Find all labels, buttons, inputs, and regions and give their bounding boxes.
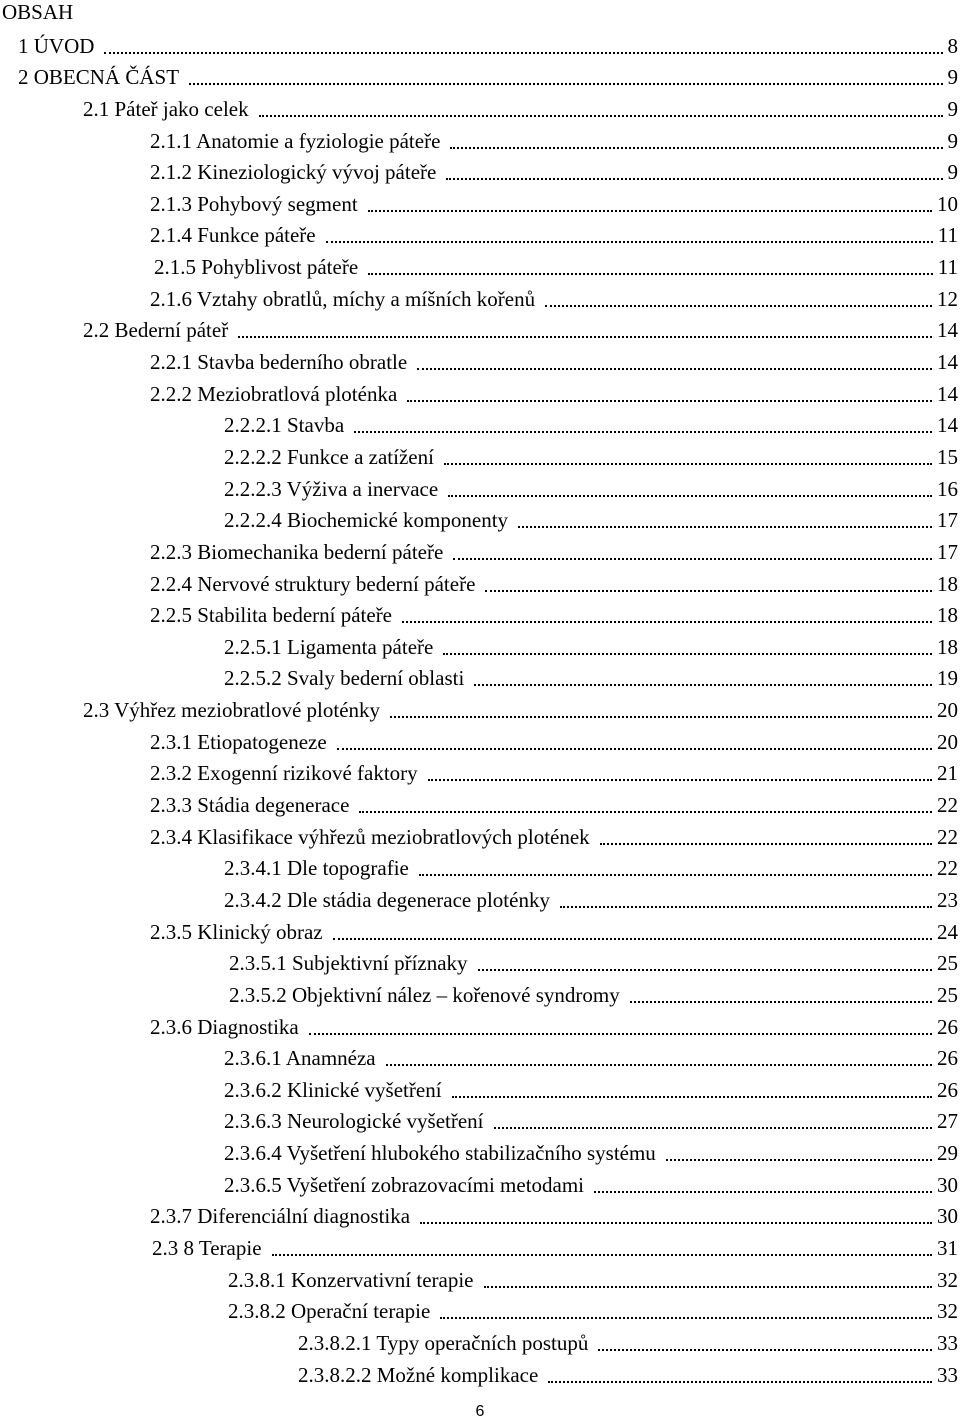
toc-entry-label: 2.3.6.2 Klinické vyšetření: [224, 1077, 442, 1102]
toc-entry-page: 17: [937, 539, 958, 564]
toc-entry[interactable]: [0, 1357, 960, 1389]
toc-entry-label: 2.3 Výhřez meziobratlové ploténky: [83, 698, 381, 723]
dot-leader: [390, 716, 932, 718]
toc-entry[interactable]: [0, 787, 960, 819]
dot-leader: [450, 147, 942, 149]
toc-entry-label: 2.3.4.1 Dle topografie: [224, 856, 409, 881]
toc-entry-page: 26: [937, 1046, 958, 1071]
dot-leader: [448, 495, 932, 497]
toc-entry-label: 2.3.8.2.2 Možné komplikace: [298, 1362, 539, 1387]
toc-entry[interactable]: [0, 946, 960, 978]
toc-entry-label: 2.2 Bederní páteř: [83, 318, 229, 343]
toc-entry[interactable]: [0, 439, 960, 471]
toc-entry-page: 27: [937, 1109, 958, 1134]
toc-entry-label: 2.2.1 Stavba bederního obratle: [150, 350, 408, 375]
dot-leader: [440, 1317, 932, 1319]
dot-leader: [189, 83, 942, 85]
toc-entry-label: 2.3.6.4 Vyšetření hlubokého stabilizačního systému: [224, 1141, 656, 1166]
toc-entry[interactable]: [0, 851, 960, 883]
toc-entry-page: 30: [937, 1204, 958, 1229]
toc-entry[interactable]: [0, 1294, 960, 1326]
dot-leader: [259, 115, 943, 117]
dot-leader: [446, 178, 942, 180]
dot-leader: [666, 1159, 932, 1161]
toc-entry-label: 2.3.5.2 Objektivní nález – kořenové syndromy: [229, 982, 620, 1007]
toc-entry-page: 14: [937, 318, 958, 343]
dot-leader: [402, 621, 932, 623]
dot-leader: [417, 368, 932, 370]
dot-leader: [309, 1033, 932, 1035]
toc-entry-label: 2.2.5.2 Svaly bederní oblasti: [224, 666, 465, 691]
toc-entry-label: 2.3 8 Terapie: [152, 1235, 262, 1260]
toc-entry[interactable]: [0, 471, 960, 503]
toc-entry[interactable]: [0, 1167, 960, 1199]
toc-entry[interactable]: [0, 977, 960, 1009]
dot-leader: [598, 1349, 932, 1351]
dot-leader: [630, 1001, 932, 1003]
toc-entry[interactable]: [0, 408, 960, 440]
toc-entry[interactable]: [0, 756, 960, 788]
toc-entry[interactable]: [0, 566, 960, 598]
toc-entry-page: 31: [937, 1235, 958, 1260]
toc-entry[interactable]: [0, 344, 960, 376]
toc-entry-page: 23: [937, 887, 958, 912]
toc-entry[interactable]: [0, 598, 960, 630]
toc-entry-label: 2.3.5 Klinický obraz: [150, 919, 323, 944]
dot-leader: [600, 843, 932, 845]
toc-entry[interactable]: [0, 218, 960, 250]
toc-entry-page: 33: [937, 1330, 958, 1355]
dot-leader: [518, 526, 932, 528]
toc-entry-label: 2.2.2.3 Výživa a inervace: [224, 476, 439, 501]
toc-entry-label: 2.3.8.1 Konzervativní terapie: [228, 1267, 474, 1292]
toc-entry-page: 14: [937, 350, 958, 375]
toc-entry[interactable]: [0, 60, 960, 92]
dot-leader: [337, 748, 932, 750]
toc-entry-page: 22: [937, 824, 958, 849]
toc-entry-page: 25: [937, 951, 958, 976]
dot-leader: [420, 1222, 932, 1224]
dot-leader: [333, 938, 932, 940]
toc-entry-page: 22: [937, 856, 958, 881]
toc-entry-page: 22: [937, 793, 958, 818]
toc-entry-page: 17: [937, 508, 958, 533]
toc-entry-label: 2.2.4 Nervové struktury bederní páteře: [150, 571, 476, 596]
toc-entry-label: 2.1.2 Kineziologický vývoj páteře: [150, 160, 437, 185]
toc-entry-page: 20: [937, 729, 958, 754]
toc-entry-page: 25: [937, 982, 958, 1007]
toc-entry[interactable]: [0, 313, 960, 345]
toc-entry[interactable]: [0, 1325, 960, 1357]
toc-entry-page: 8: [947, 33, 958, 58]
toc-entry[interactable]: [0, 914, 960, 946]
toc-entry-page: 20: [937, 698, 958, 723]
dot-leader: [104, 52, 942, 54]
toc-entry[interactable]: [0, 819, 960, 851]
toc-entry-label: 2.2.2.1 Stavba: [224, 413, 345, 438]
toc-entry-label: 2.3.5.1 Subjektivní příznaky: [229, 951, 468, 976]
toc-entry-label: 2.3.3 Stádia degenerace: [150, 793, 350, 818]
toc-entry-page: 9: [947, 128, 958, 153]
toc-entry[interactable]: [0, 28, 960, 60]
toc-entry-label: 2.3.8.2 Operační terapie: [228, 1299, 431, 1324]
toc-entry-page: 15: [937, 444, 958, 469]
toc-entry-page: 26: [937, 1014, 958, 1039]
toc-entry-label: 2.3.8.2.1 Typy operačních postupů: [298, 1330, 589, 1355]
toc-entry[interactable]: [0, 1041, 960, 1073]
dot-leader: [368, 210, 932, 212]
toc-entry-page: 10: [937, 191, 958, 216]
toc-entry-page: 19: [937, 666, 958, 691]
toc-entry-label: 2.3.6.3 Neurologické vyšetření: [224, 1109, 484, 1134]
toc-entry-page: 16: [937, 476, 958, 501]
toc-entry-page: 11: [937, 223, 958, 248]
toc-entry-label: 2.2.2 Meziobratlová ploténka: [150, 381, 398, 406]
toc-entry-label: 2.3.7 Diferenciální diagnostika: [150, 1204, 411, 1229]
toc-entry-page: 18: [937, 634, 958, 659]
dot-leader: [354, 431, 932, 433]
toc-entry-label: 2.3.4.2 Dle stádia degenerace ploténky: [224, 887, 550, 912]
table-of-contents: [0, 28, 960, 1389]
dot-leader: [594, 1191, 932, 1193]
toc-entry[interactable]: [0, 1135, 960, 1167]
dot-leader: [453, 558, 932, 560]
dot-leader: [419, 874, 932, 876]
toc-entry[interactable]: [0, 503, 960, 535]
toc-entry[interactable]: [0, 534, 960, 566]
toc-entry-label: 2.3.2 Exogenní rizikové faktory: [150, 761, 418, 786]
toc-entry-label: 2.1.3 Pohybový segment: [150, 191, 358, 216]
toc-entry[interactable]: [0, 186, 960, 218]
toc-entry-label: 2.1.6 Vztahy obratlů, míchy a míšních kořenů: [150, 286, 536, 311]
dot-leader: [326, 241, 933, 243]
toc-entry-page: 18: [937, 603, 958, 628]
dot-leader: [272, 1254, 932, 1256]
dot-leader: [428, 779, 932, 781]
toc-entry-label: 1 ÚVOD: [18, 33, 95, 58]
dot-leader: [368, 273, 933, 275]
toc-entry-page: 24: [937, 919, 958, 944]
dot-leader: [485, 590, 932, 592]
toc-entry[interactable]: [0, 661, 960, 693]
toc-entry-page: 14: [937, 413, 958, 438]
page-number: 6: [475, 1403, 485, 1420]
dot-leader: [474, 684, 932, 686]
toc-entry-label: 2.1 Páteř jako celek: [83, 96, 249, 121]
toc-entry-page: 29: [937, 1141, 958, 1166]
dot-leader: [359, 811, 932, 813]
toc-entry-page: 32: [937, 1299, 958, 1324]
toc-entry-label: 2.3.1 Etiopatogeneze: [150, 729, 327, 754]
toc-entry[interactable]: [0, 1230, 960, 1262]
dot-leader: [478, 969, 932, 971]
toc-entry[interactable]: [0, 882, 960, 914]
dot-leader: [560, 906, 932, 908]
toc-entry-page: 9: [947, 160, 958, 185]
toc-entry-label: 2.2.5.1 Ligamenta páteře: [224, 634, 434, 659]
toc-entry[interactable]: [0, 1072, 960, 1104]
toc-entry[interactable]: [0, 376, 960, 408]
toc-entry-page: 32: [937, 1267, 958, 1292]
toc-entry-page: 11: [937, 255, 958, 280]
dot-leader: [545, 305, 932, 307]
toc-entry-label: 2.2.5 Stabilita bederní páteře: [150, 603, 393, 628]
toc-entry[interactable]: [0, 91, 960, 123]
dot-leader: [452, 1096, 932, 1098]
toc-entry-page: 12: [937, 286, 958, 311]
dot-leader: [444, 463, 932, 465]
toc-heading: OBSAH: [2, 0, 74, 24]
toc-entry-page: 33: [937, 1362, 958, 1387]
toc-entry[interactable]: [0, 1104, 960, 1136]
toc-entry-label: 2.1.5 Pohyblivost páteře: [154, 255, 359, 280]
toc-entry[interactable]: [0, 281, 960, 313]
toc-entry[interactable]: [0, 724, 960, 756]
toc-entry-page: 9: [947, 65, 958, 90]
toc-entry-label: 2.1.4 Funkce páteře: [150, 223, 316, 248]
toc-entry[interactable]: [0, 1199, 960, 1231]
toc-entry-page: 21: [937, 761, 958, 786]
toc-entry[interactable]: [0, 692, 960, 724]
dot-leader: [494, 1127, 932, 1129]
toc-entry-page: 9: [947, 96, 958, 121]
toc-entry-page: 30: [937, 1172, 958, 1197]
toc-entry-page: 26: [937, 1077, 958, 1102]
dot-leader: [548, 1381, 932, 1383]
toc-entry-page: 18: [937, 571, 958, 596]
toc-entry-label: 2.3.4 Klasifikace výhřezů meziobratlových plotének: [150, 824, 590, 849]
toc-entry-label: 2.3.6.5 Vyšetření zobrazovacími metodami: [224, 1172, 585, 1197]
dot-leader: [386, 1064, 932, 1066]
toc-entry[interactable]: [0, 155, 960, 187]
dot-leader: [484, 1286, 933, 1288]
toc-entry-label: 2.1.1 Anatomie a fyziologie páteře: [150, 128, 441, 153]
toc-entry-label: 2.2.2.4 Biochemické komponenty: [224, 508, 509, 533]
toc-entry-page: 14: [937, 381, 958, 406]
toc-entry-label: 2.2.2.2 Funkce a zatížení: [224, 444, 434, 469]
dot-leader: [407, 400, 932, 402]
toc-entry-label: 2.3.6 Diagnostika: [150, 1014, 299, 1039]
toc-entry[interactable]: [0, 123, 960, 155]
dot-leader: [238, 336, 932, 338]
dot-leader: [443, 653, 932, 655]
toc-entry[interactable]: [0, 629, 960, 661]
toc-entry[interactable]: [0, 1262, 960, 1294]
toc-entry[interactable]: [0, 1009, 960, 1041]
toc-entry[interactable]: [0, 249, 960, 281]
toc-entry-label: 2.2.3 Biomechanika bederní páteře: [150, 539, 444, 564]
toc-entry-label: 2 OBECNÁ ČÁST: [18, 65, 180, 90]
toc-entry-label: 2.3.6.1 Anamnéza: [224, 1046, 376, 1071]
